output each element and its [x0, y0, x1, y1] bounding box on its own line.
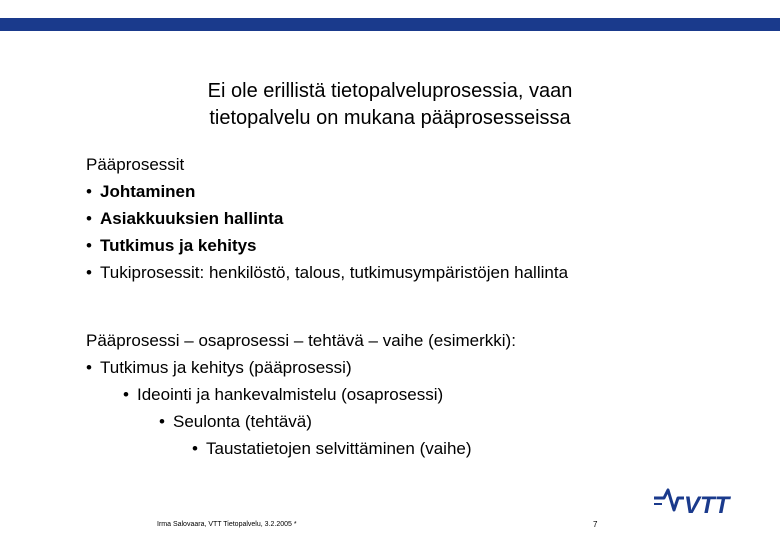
section-heading: Pääprosessit — [86, 155, 185, 174]
list-item-text: Ideointi ja hankevalmistelu (osaprosessi) — [137, 385, 444, 404]
main-processes-section — [86, 151, 568, 286]
bullet-icon: • — [192, 439, 198, 458]
vtt-logo-icon — [650, 482, 750, 522]
list-item — [86, 205, 568, 232]
bullet-icon: • — [86, 358, 92, 377]
list-item-text: Tukiprosessit: henkilöstö, talous, tutkimusympäristöjen hallinta — [100, 263, 569, 282]
slide-title — [160, 78, 620, 132]
bullet-icon: • — [86, 263, 92, 282]
list-item — [86, 178, 568, 205]
list-item — [86, 408, 516, 435]
list-item — [86, 259, 568, 286]
bullet-icon: • — [123, 385, 129, 404]
list-item — [86, 381, 516, 408]
page-number: 7 — [593, 520, 598, 529]
list-item-text: Tutkimus ja kehitys (pääprosessi) — [100, 358, 352, 377]
bullet-icon: • — [86, 236, 92, 255]
list-item-text: Asiakkuuksien hallinta — [100, 209, 284, 228]
list-item-text: Johtaminen — [100, 182, 196, 201]
footer-author: Irma Salovaara, VTT Tietopalvelu, 3.2.2005 * — [157, 521, 297, 528]
bullet-icon: • — [86, 182, 92, 201]
vtt-logo — [650, 482, 750, 522]
list-item-text: Tutkimus ja kehitys — [100, 236, 257, 255]
process-hierarchy-section — [86, 327, 516, 462]
list-item-text: Taustatietojen selvittäminen (vaihe) — [206, 439, 472, 458]
list-item — [86, 435, 516, 462]
section-heading: Pääprosessi – osaprosessi – tehtävä – vaihe (esimerkki): — [86, 331, 516, 350]
title-line-1: Ei ole erillistä tietopalveluprosessia, vaan — [207, 80, 573, 102]
logo-text: VTT — [684, 492, 730, 519]
bullet-icon: • — [159, 412, 165, 431]
top-banner-bar — [0, 18, 780, 31]
list-item-text: Seulonta (tehtävä) — [173, 412, 312, 431]
title-line-2: tietopalvelu on mukana pääprosesseissa — [209, 107, 571, 129]
bullet-icon: • — [86, 209, 92, 228]
list-item — [86, 232, 568, 259]
list-item — [86, 354, 516, 381]
